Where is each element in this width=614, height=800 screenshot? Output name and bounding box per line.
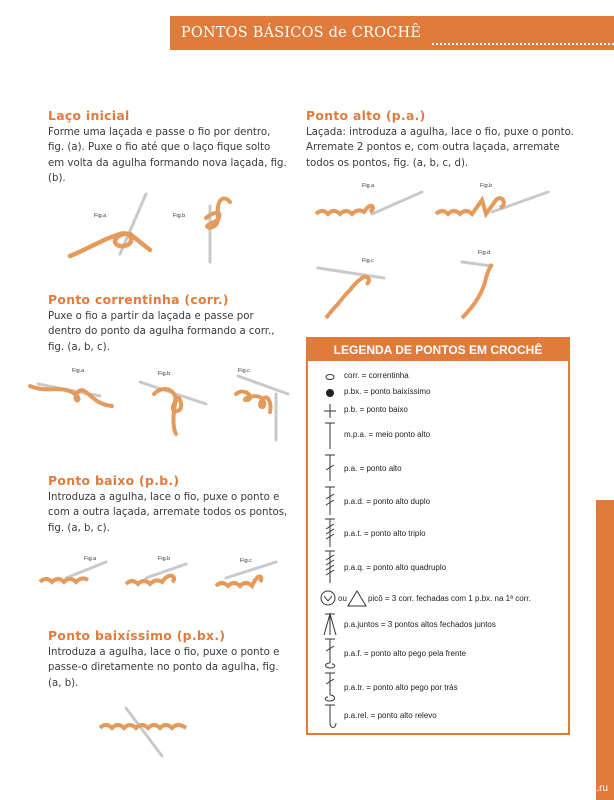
section-title: Ponto baixo (p.b.) xyxy=(48,473,180,488)
laco-inicial-illustration xyxy=(60,188,250,268)
legend-text: p.a.d. = ponto alto duplo xyxy=(344,497,431,506)
legend-item xyxy=(308,549,568,585)
legend-item xyxy=(308,401,568,421)
joined-stitches-icon xyxy=(316,611,346,637)
back-post-icon xyxy=(316,671,346,703)
fig-label: Fig.b xyxy=(173,213,186,219)
legend-text: picô = 3 corr. fechadas com 1 p.bx. na 1ª corr. xyxy=(368,594,531,603)
section-text: Introduza a agulha, lace o fio, puxe o ponto e passe-o diretamente no ponto da agulha, fig. (a, b). xyxy=(48,647,280,689)
fig-label: Fig.a xyxy=(94,213,107,219)
legend-item xyxy=(308,383,568,403)
section-title: Ponto baixíssimo (p.bx.) xyxy=(48,628,226,643)
legend-text: corr. = correntinha xyxy=(344,371,409,380)
fig-label: Fig.a xyxy=(84,556,97,562)
legend-text: p.a.q. = ponto alto quadruplo xyxy=(344,563,447,572)
section-title: Ponto alto (p.a.) xyxy=(306,108,426,123)
legend-text: p.a.t. = ponto alto triplo xyxy=(344,529,426,538)
legend-item xyxy=(308,485,568,517)
ponto-correntinha-illustration xyxy=(20,364,290,444)
front-post-icon xyxy=(316,637,346,669)
section-ponto-baixissimo xyxy=(48,628,288,691)
cross-icon xyxy=(316,401,346,421)
quad-treble-icon xyxy=(316,549,346,585)
legend-text: p.a. = ponto alto xyxy=(344,464,402,473)
t-stitch-icon xyxy=(316,421,346,451)
legend-text: p.bx. = ponto baixíssimo xyxy=(344,387,431,396)
legend-item xyxy=(308,637,568,669)
legend-item xyxy=(308,453,568,483)
section-ponto-baixo xyxy=(48,473,288,536)
fig-label: Fig.c xyxy=(362,258,374,264)
watermark: PassionForum.ru xyxy=(531,783,608,794)
legend-item xyxy=(308,703,568,731)
fig-label: Fig.b xyxy=(158,371,171,377)
section-ponto-correntinha xyxy=(48,292,288,355)
fig-label: Fig.a xyxy=(72,368,85,374)
treble-icon xyxy=(316,485,346,517)
legend-box xyxy=(306,337,570,735)
section-title: Ponto correntinha (corr.) xyxy=(48,292,229,307)
fig-label: Fig.d xyxy=(478,250,491,256)
legend-text: p.b. = ponto baixo xyxy=(344,405,408,414)
fig-label: Fig.a xyxy=(362,183,375,189)
legend-text: p.a.rel. = ponto alto relevo xyxy=(344,711,437,720)
fig-label: Fig.c xyxy=(240,558,252,564)
legend-item xyxy=(308,517,568,549)
legend-item xyxy=(308,587,568,611)
legend-item xyxy=(308,611,568,637)
section-laco-inicial xyxy=(48,108,288,187)
section-ponto-alto xyxy=(306,108,576,171)
legend-text: p.a.tr. = ponto alto pego por trás xyxy=(344,683,458,692)
legend-item xyxy=(308,671,568,703)
section-title: Laço inicial xyxy=(48,108,130,123)
fig-label: Fig.b xyxy=(158,556,171,562)
section-text: Laçada: introduza a agulha, lace o fio, puxe o ponto. Arremate 2 pontos e, com outra laçada, arremate todos os pontos, fig. (a, b, c, d). xyxy=(306,127,574,169)
page-title: PONTOS BÁSICOS de CROCHÊ xyxy=(180,25,422,41)
section-text: Forme uma laçada e passe o fio por dentro, fig. (a). Puxe o fio até que o laço fique solto em volta da agulha formando nova laçada, fig. (b). xyxy=(48,127,287,185)
ponto-alto-illustration xyxy=(312,178,552,328)
side-accent-bar xyxy=(596,500,614,800)
fig-label: Fig.b xyxy=(480,183,493,189)
legend-text: m.p.a. = meio ponto alto xyxy=(344,430,431,439)
double-crochet-icon xyxy=(316,453,346,483)
section-text: Introduza a agulha, lace o fio, puxe o ponto e com a outra laçada, arremate todos os pontos, fig. (a, b, c). xyxy=(48,492,288,534)
legend-text: p.a.f. = ponto alto pego pela frente xyxy=(344,649,467,658)
filled-dot-icon xyxy=(316,383,346,403)
legend-item xyxy=(308,421,568,451)
fig-label: Fig.c xyxy=(238,368,250,374)
triple-treble-icon xyxy=(316,517,346,549)
legend-text: ou xyxy=(338,594,347,603)
legend-title: LEGENDA DE PONTOS EM CROCHÊ xyxy=(308,339,568,361)
relief-icon xyxy=(316,703,346,731)
legend-text: p.a.juntos = 3 pontos altos fechados juntos xyxy=(344,620,496,629)
header-dotted-line xyxy=(432,43,614,45)
section-text: Puxe o fio a partir da laçada e passe por dentro do ponto da agulha formando a corr., fig. (a, b, c). xyxy=(48,311,275,353)
ponto-baixissimo-illustration xyxy=(96,702,216,762)
ponto-baixo-illustration xyxy=(36,552,286,602)
